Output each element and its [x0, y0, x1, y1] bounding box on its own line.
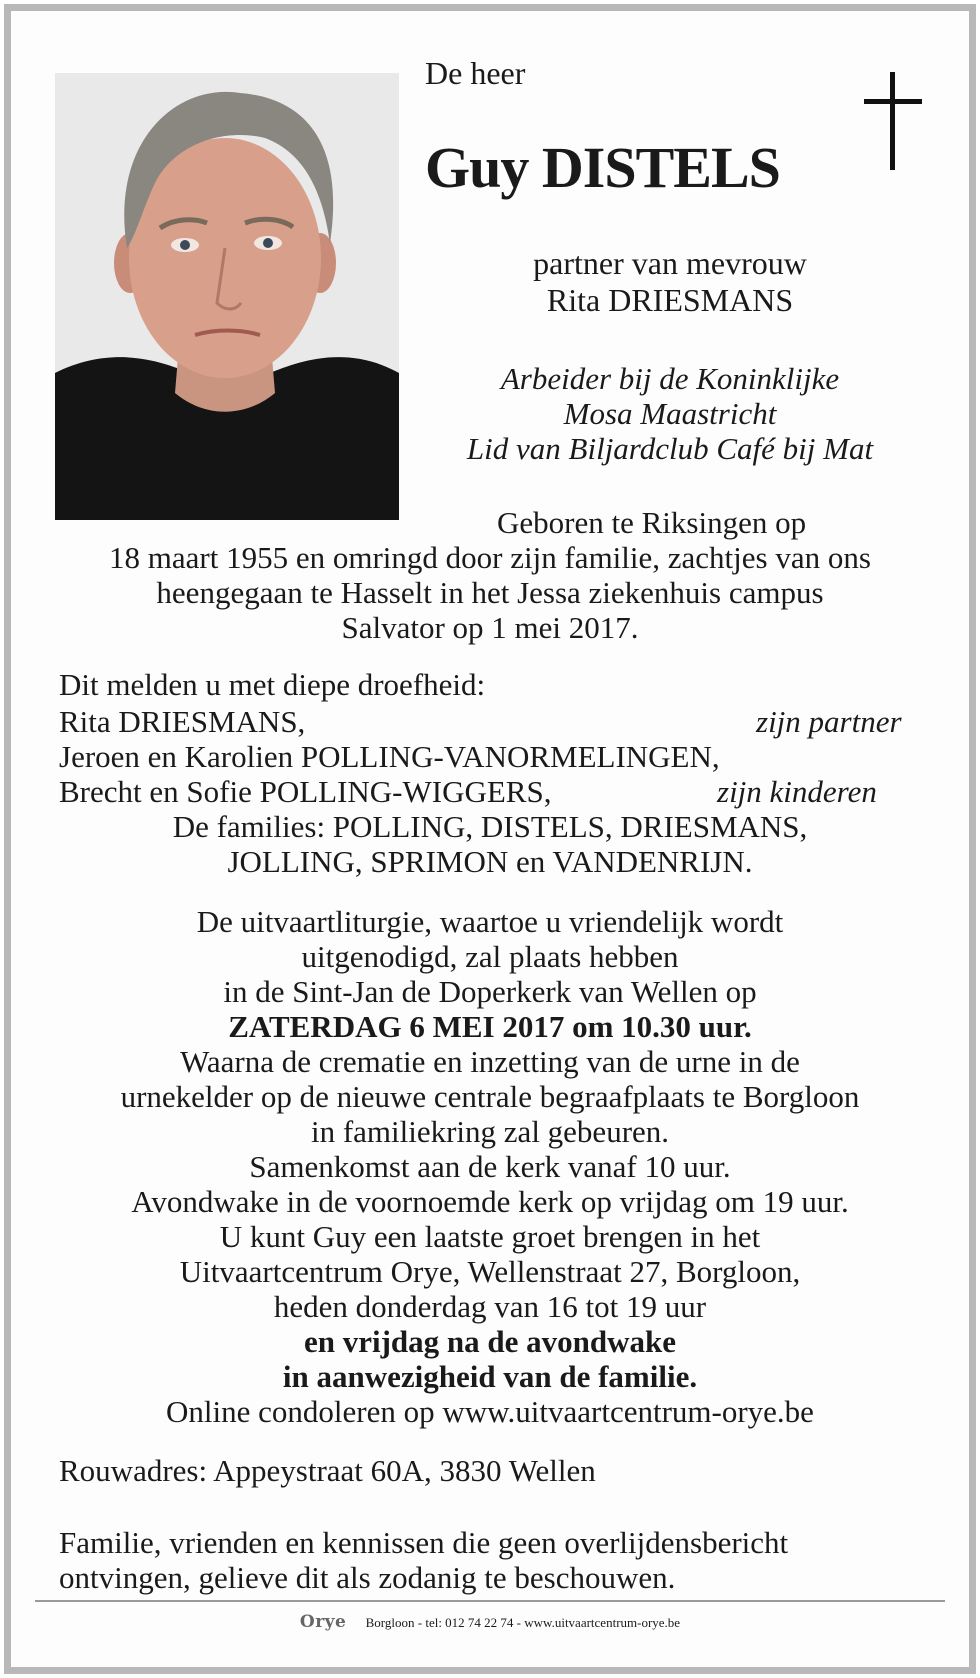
- footer-contact: Borgloon - tel: 012 74 22 74 - www.uitvaartcentrum-orye.be: [365, 1615, 681, 1630]
- funeral-line-2: uitgenodigd, zal plaats hebben: [301, 939, 679, 974]
- occupation-line-2: Mosa Maastricht: [563, 396, 777, 431]
- birth-line-4: Salvator op 1 mei 2017.: [341, 610, 639, 645]
- family-relation: zijn kinderen: [717, 774, 877, 809]
- closing-line-1: Familie, vrienden en kennissen die geen overlijdensbericht: [59, 1525, 789, 1560]
- funeral-line-9: Avondwake in de voornoemde kerk op vrijdag om 19 uur.: [131, 1184, 849, 1219]
- online-condolence: Online condoleren op www.uitvaartcentrum-orye.be: [166, 1394, 814, 1429]
- family-member: Rita DRIESMANS,: [59, 704, 306, 739]
- portrait-illustration: [55, 73, 399, 520]
- funeral-date: ZATERDAG 6 MEI 2017 om 10.30 uur.: [228, 1009, 752, 1044]
- funeral-line-6: urnekelder op de nieuwe centrale begraafplaats te Borgloon: [120, 1079, 860, 1114]
- occupation-line-3: Lid van Biljardclub Café bij Mat: [466, 431, 874, 466]
- funeral-line-10: U kunt Guy een laatste groet brengen in het: [219, 1219, 761, 1254]
- family-row-1: [59, 705, 919, 739]
- funeral-line-11: Uitvaartcentrum Orye, Wellenstraat 27, Borgloon,: [179, 1254, 801, 1289]
- funeral-line-14: in aanwezigheid van de familie.: [282, 1359, 698, 1394]
- mourning-address: Rouwadres: Appeystraat 60A, 3830 Wellen: [59, 1453, 596, 1488]
- footer: [0, 1612, 980, 1632]
- funeral-line-8: Samenkomst aan de kerk vanaf 10 uur.: [249, 1149, 731, 1184]
- birth-line-1: Geboren te Riksingen op: [497, 505, 807, 540]
- footer-divider: [35, 1600, 945, 1602]
- funeral-line-3: in de Sint-Jan de Doperkerk van Wellen op: [223, 974, 757, 1009]
- family-member: Brecht en Sofie POLLING-WIGGERS,: [59, 774, 552, 809]
- birth-line-3: heengegaan te Hasselt in het Jessa ziekenhuis campus: [156, 575, 824, 610]
- family-member: Jeroen en Karolien POLLING-VANORMELINGEN,: [59, 739, 720, 774]
- funeral-line-12: heden donderdag van 16 tot 19 uur: [273, 1289, 707, 1324]
- funeral-line-7: in familiekring zal gebeuren.: [310, 1114, 670, 1149]
- partner-intro: partner van mevrouw: [533, 245, 807, 281]
- partner-name: Rita DRIESMANS: [546, 282, 794, 318]
- funeral-line-5: Waarna de crematie en inzetting van de urne in de: [180, 1044, 800, 1079]
- family-relation: zijn partner: [756, 704, 902, 739]
- families-line-2: JOLLING, SPRIMON en VANDENRIJN.: [227, 844, 753, 879]
- deceased-name: Guy DISTELS: [425, 135, 780, 200]
- announcement-intro: Dit melden u met diepe droefheid:: [59, 667, 486, 702]
- family-row-2: [59, 740, 919, 774]
- occupation-line-1: Arbeider bij de Koninklijke: [500, 361, 840, 396]
- families-line-1: De families: POLLING, DISTELS, DRIESMANS,: [172, 809, 808, 844]
- birth-line-2: 18 maart 1955 en omringd door zijn familie, zachtjes van ons: [109, 540, 871, 575]
- cross-icon: [864, 72, 922, 172]
- title-prefix: De heer: [425, 55, 526, 91]
- closing-line-2: ontvingen, gelieve dit als zodanig te beschouwen.: [59, 1560, 676, 1595]
- portrait-photo: [55, 73, 399, 520]
- orye-logo: Orye: [299, 1612, 347, 1632]
- funeral-line-13: en vrijdag na de avondwake: [303, 1324, 677, 1359]
- funeral-line-1: De uitvaartliturgie, waartoe u vriendelijk wordt: [196, 904, 784, 939]
- family-row-3: [59, 775, 919, 809]
